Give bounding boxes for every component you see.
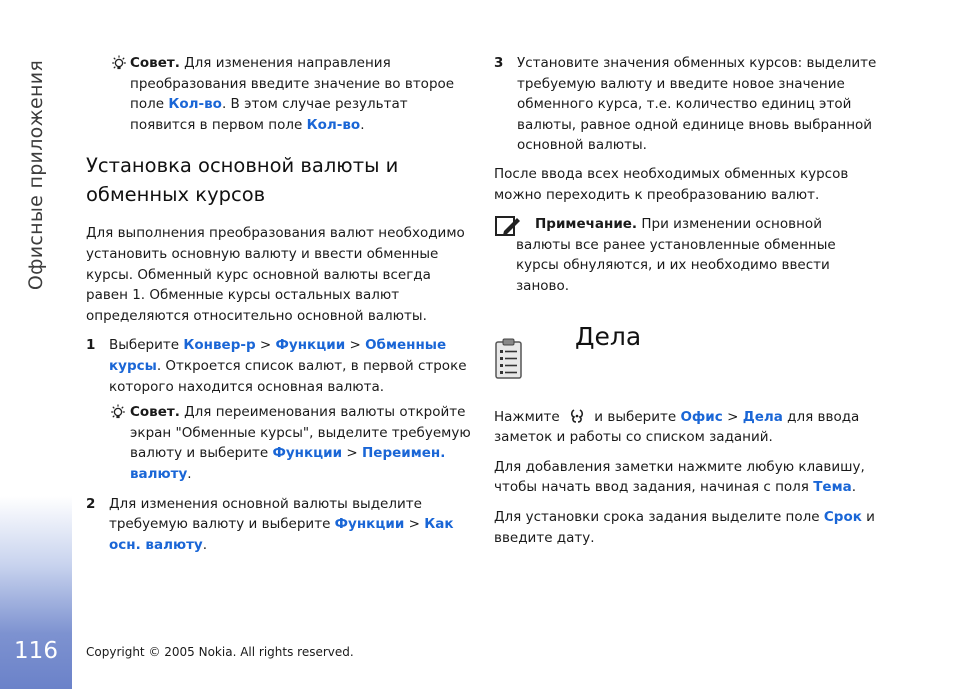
dela-header [494,321,880,397]
page-number: 116 [14,638,58,664]
dela-title: Дела [575,321,642,351]
tip-label: Совет. [130,55,180,71]
separator: > [404,516,425,533]
todo-clipboard-icon [494,337,524,381]
body-text: для ввода заметок и работы со списком заданий. [494,408,860,446]
left-column [86,53,472,563]
tip-text: . [187,465,192,482]
separator: > [722,408,743,425]
step-number: 3 [494,55,504,71]
body-text: . [851,479,857,496]
separator: > [345,337,366,354]
tip-bulb-icon [110,55,128,73]
step-text: Для изменения основной валюты выделите требуемую валюту и выберите [109,495,422,533]
link-kol-vo-first[interactable]: Кол-во [306,116,361,133]
link-set-base-currency[interactable]: Как осн. валюту [109,516,454,553]
separator: > [342,445,362,462]
link-office[interactable]: Офис [680,408,723,425]
step-3 [494,53,880,156]
step-1 [86,335,472,484]
right-column [494,53,880,557]
note-label: Примечание. [535,216,638,233]
body-text: Для установки срока задания выделите поле [494,508,824,525]
tip-text: . В этом случае результат появится в первом поле [130,96,408,133]
section-title: Офисные приложения [25,59,47,291]
body-text: Для добавления заметки нажмите любую клавишу, чтобы начать ввод задания, начиная с поля [494,458,865,496]
footer-copyright: Copyright © 2005 Nokia. All rights reserved. [86,645,354,659]
link-tema[interactable]: Тема [813,479,852,496]
step-text: . Откроется список валют, в первой строке которого находится основная валюта. [109,357,467,395]
link-functions[interactable]: Функции [272,445,343,462]
sidebar [0,0,72,689]
step-number: 1 [86,337,96,354]
after-paragraph: После ввода всех необходимых обменных курсов можно переходить к преобразованию валют. [494,165,849,203]
separator: > [255,337,276,354]
body-text: Нажмите [494,408,565,425]
tip-text: . [360,116,365,133]
note-box [494,214,880,296]
link-rename-currency[interactable]: Переимен. валюту [130,445,446,482]
tip-reverse-conversion [86,53,472,135]
link-functions[interactable]: Функции [334,516,405,533]
step-text: Установите значения обменных курсов: выделите требуемую валюту и введите новое значение обменного курса, т.е. количество единиц этой валюты, равное одной единице вновь выбранной основной валюты. [517,55,877,154]
dela-paragraph-2 [494,457,880,498]
tip-bulb-icon [109,404,127,422]
intro-paragraph: Для выполнения преобразования валют необходимо установить основную валюту и ввести обменные курсы. Обменный курс основной валюты всегда равен 1. Обменные курсы остальных валют определяются относительно основной валюты. [86,225,465,324]
step-2 [86,494,472,556]
body-text: и выберите [590,408,681,425]
dela-paragraph-1 [494,407,880,448]
tip-rename-currency [109,402,472,484]
dela-paragraph-3 [494,507,880,548]
tip-text: Для переименования валюты откройте экран "Обменные курсы", выделите требуемую валюту и выберите [130,404,471,462]
link-exchange-rates[interactable]: Обменные курсы [109,337,447,374]
note-text: При изменении основной валюты все ранее установленные обменные курсы обнуляются, и их необходимо ввести заново. [516,216,836,294]
link-srok[interactable]: Срок [823,508,862,525]
step-text: Выберите [109,337,184,354]
tip-label: Совет. [130,404,180,421]
step-text: . [202,536,208,553]
body-text: и введите дату. [494,508,875,546]
tip-text: Для изменения направления преобразования введите значение во второе поле [130,55,455,113]
section-heading: Установка основной валюты и обменных курсов [86,154,399,207]
menu-key-icon [568,407,586,425]
link-functions[interactable]: Функции [275,337,346,354]
step-number: 2 [86,495,96,512]
link-dela[interactable]: Дела [742,408,783,425]
link-kol-vo-second[interactable]: Кол-во [168,96,222,113]
note-pencil-icon [494,215,522,237]
link-konverter[interactable]: Конвер-р [183,337,256,354]
